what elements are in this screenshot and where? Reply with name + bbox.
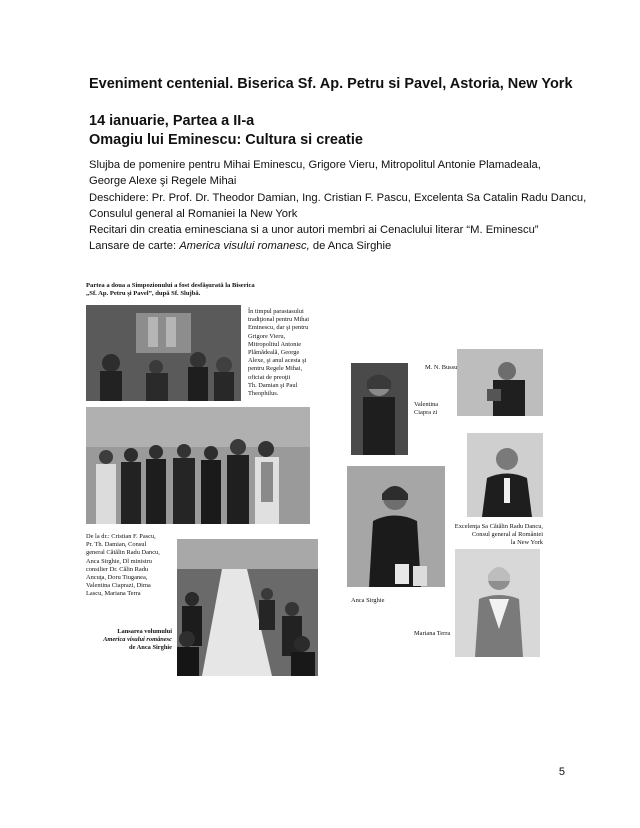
group-photo [86, 407, 310, 524]
group-caption: De la dr.: Cristian F. Pascu, Pr. Th. Damian, Consul general Cătălin Radu Dancu, Anca Sirghie, Dl ministru consilier Dr. Călin Radu Ancuţa, Doru Tiuganea, Valentina Ciaprazi, Dima Lascu, Mariana Terra [86, 533, 160, 598]
mariana-caption: Mariana Terra [414, 630, 451, 637]
book-title: America visului romanesc, [179, 240, 310, 253]
program-line [89, 238, 559, 254]
launch-caption: Lansarea volumului America visului românesc de Anca Sirghie [103, 628, 172, 652]
valentina-photo [351, 363, 408, 455]
program-line: George Alexe şi Regele Mihai [89, 175, 237, 188]
bussu-photo [457, 349, 543, 416]
service-photo [86, 305, 241, 401]
program-line: Slujba de pomenire pentru Mihai Eminescu, Grigore Vieru, Mitropolitul Antonie Plamadeala, [89, 159, 541, 171]
anca-caption: Anca Sirghie [351, 597, 385, 604]
bussu-caption: M. N. Bussu [425, 364, 458, 371]
mariana-photo [455, 549, 540, 657]
launch-prefix: Lansare de carte: [89, 240, 180, 253]
program-line: Consulul general al Romaniei la New York [89, 207, 298, 220]
launch-suffix: de Anca Sirghie [309, 240, 392, 253]
program-line: Recitari din creatia eminesciana si a unor autori membri ai Cenaclului literar “M. Eminescu” [89, 224, 539, 237]
date-line: 14 ianuarie, Partea a II-a [89, 113, 255, 129]
page-number: 5 [558, 766, 565, 778]
service-caption: În timpul parastasului tradiţional pentru Mihai Eminescu, dar şi pentru Grigore Vieru, Mitropolitul Antonie Plămădeală, George Alexe, şi anul acesta şi pentru Regele Mihai, oficiat de preoţii Th. Damian şi Paul Theophilus. [248, 308, 310, 398]
program-text [89, 157, 587, 255]
banquet-photo [177, 539, 318, 676]
program-line: Deschidere: Pr. Prof. Dr. Theodor Damian, Ing. Cristian F. Pascu, Excelenta Sa Catalin Radu Dancu, [89, 191, 587, 204]
valentina-caption: Valentina Ciapra zi [414, 401, 439, 417]
consul-photo [467, 433, 543, 517]
section-heading [89, 112, 363, 150]
consul-caption: Excelenţa Sa Cătălin Radu Dancu, Consul general al României la New York [454, 523, 543, 547]
anca-photo [347, 466, 445, 587]
collage-intro: Partea a doua a Simpozionului a fost desfăşurată la Biserica „Sf. Ap. Petru şi Pavel”, după Sf. Slujbă. [86, 282, 255, 298]
page-title: Eveniment centenial. Biserica Sf. Ap. Petru si Pavel, Astoria, New York [89, 76, 573, 92]
subtitle: Omagiu lui Eminescu: Cultura si creatie [89, 132, 363, 148]
